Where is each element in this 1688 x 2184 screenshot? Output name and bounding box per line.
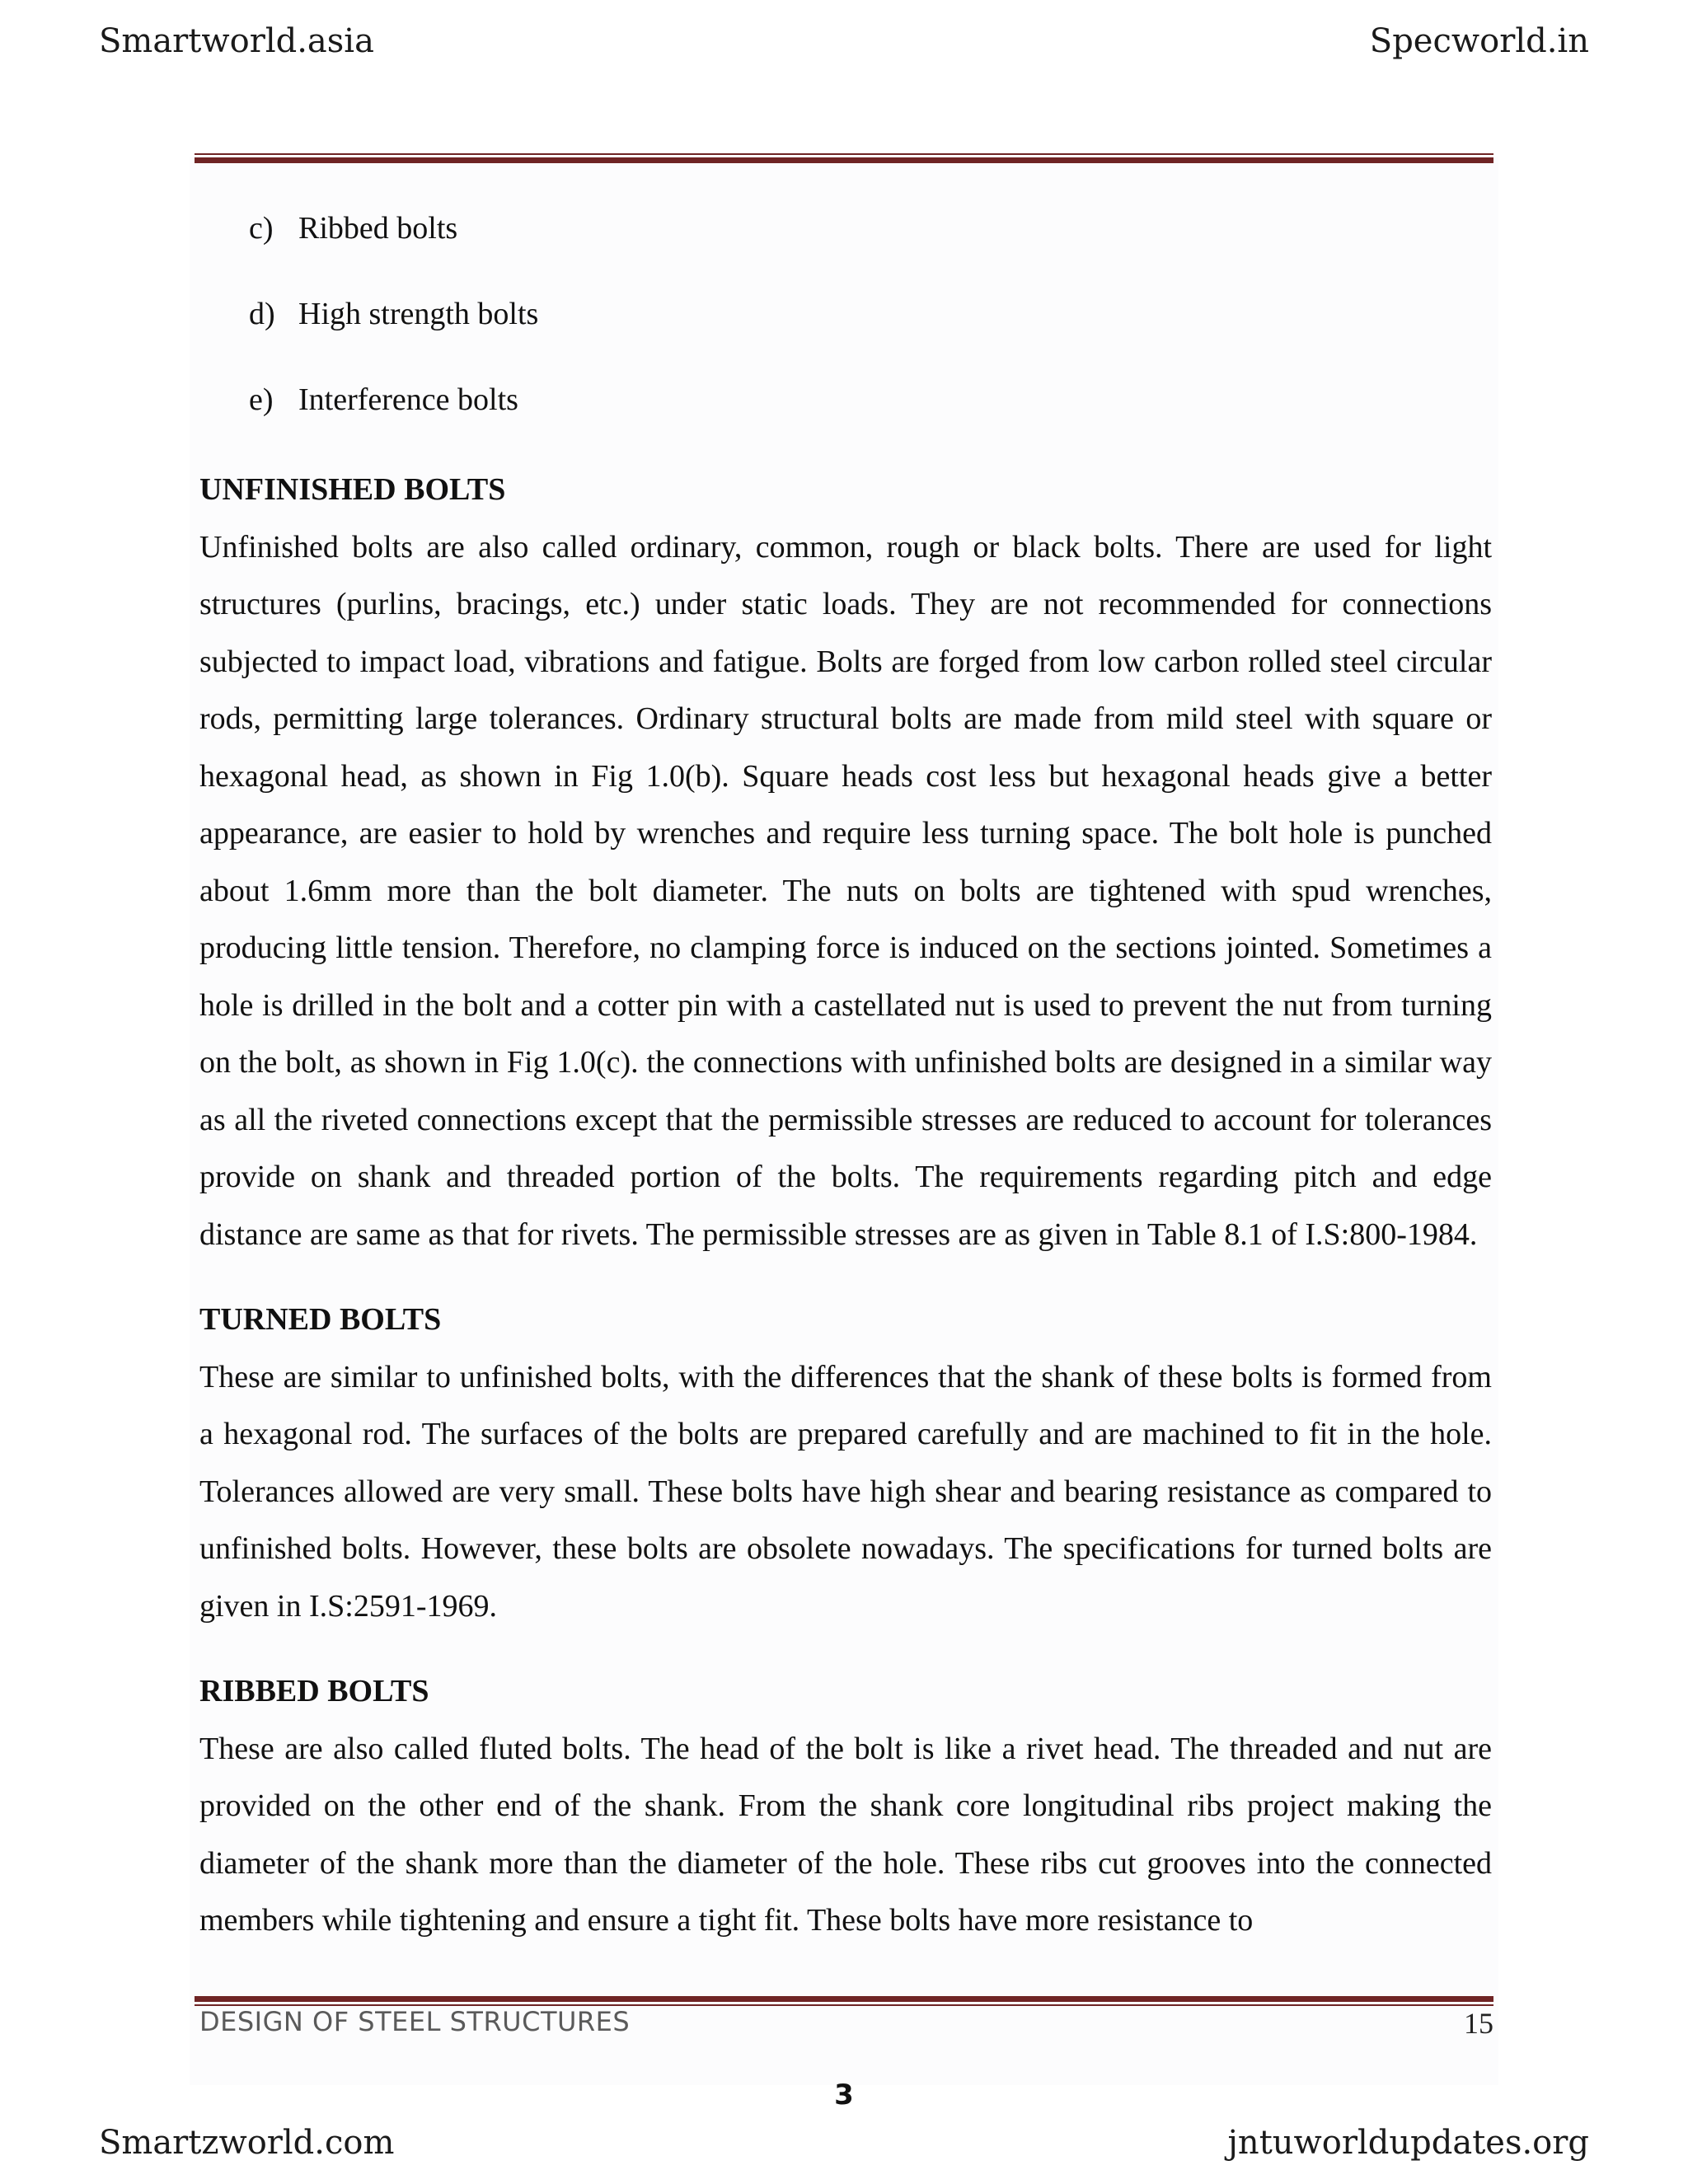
footer-rule: [195, 1996, 1493, 2006]
bolt-type-list: [199, 199, 1492, 429]
watermark-bottom-right: jntuworldupdates.org: [1227, 2124, 1589, 2162]
watermark-top-right: Specworld.in: [1369, 22, 1589, 60]
section-ribbed-bolts: [199, 1663, 1492, 1950]
section-turned-bolts: [199, 1291, 1492, 1635]
section-heading: TURNED BOLTS: [199, 1302, 442, 1337]
section-body: These are similar to unfinished bolts, with the differences that the shank of these bolts is formed from a hexagonal rod. The surfaces of the bolts are prepared carefully and are machined to fit in the hole. Tolerances allowed are very small. These bolts have high shear and bearing resistance as compared to unfinished bolts. However, these bolts are obsolete nowadays. The specifications for turned bolts are given in I.S:2591-1969.: [199, 1359, 1492, 1624]
list-marker: e): [249, 382, 274, 417]
list-marker: d): [249, 297, 275, 331]
watermark-bottom-left: Smartzworld.com: [99, 2124, 395, 2162]
header-rule: [195, 153, 1493, 163]
document-page: [190, 157, 1498, 2085]
header-rule-thick-line: [195, 157, 1493, 163]
page-content: [199, 199, 1492, 1950]
list-item-text: Ribbed bolts: [298, 211, 458, 246]
footer-rule-thick-line: [195, 1996, 1493, 2002]
list-item: [199, 285, 1492, 343]
list-item-text: High strength bolts: [298, 297, 539, 331]
section-heading: UNFINISHED BOLTS: [199, 472, 506, 507]
section-body: These are also called fluted bolts. The head of the bolt is like a rivet head. The threaded and nut are provided on the other end of the shank. From the shank core longitudinal ribs project making the diameter of the shank more than the diameter of the hole. These ribs cut grooves into the connected members while tightening and ensure a tight fit. These bolts have more resistance to: [199, 1731, 1492, 1938]
header-rule-thin-line: [195, 153, 1493, 155]
list-item-text: Interference bolts: [298, 382, 518, 417]
list-item: [199, 199, 1492, 257]
footer-page-number: 15: [1464, 2007, 1493, 2040]
section-unfinished-bolts: [199, 462, 1492, 1263]
watermark-top-left: Smartworld.asia: [99, 22, 374, 60]
section-body: Unfinished bolts are also called ordinary, common, rough or black bolts. There are used for light structures (purlins, bracings, etc.) under static loads. They are not recommended for connections subjected to impact load, vibrations and fatigue. Bolts are forged from low carbon rolled steel circular rods, permitting large tolerances. Ordinary structural bolts are made from mild steel with square or hexagonal head, as shown in Fig 1.0(b). Square heads cost less but hexagonal heads give a better appearance, are easier to hold by wrenches and require less turning space. The bolt hole is punched about 1.6mm more than the bolt diameter. The nuts on bolts are tightened with spud wrenches, producing little tension. Therefore, no clamping force is induced on the sections jointed. Sometimes a hole is drilled in the bolt and a cotter pin with a castellated nut is used to prevent the nut from turning on the bolt, as shown in Fig 1.0(c). the connections with unfinished bolts are designed in a similar way as all the riveted connections except that the permissible stresses are reduced to account for tolerances provide on shank and threaded portion of the bolts. The requirements regarding pitch and edge distance are same as that for rivets. The permissible stresses are as given in Table 8.1 of I.S:800-1984.: [199, 529, 1492, 1252]
section-heading: RIBBED BOLTS: [199, 1674, 429, 1708]
sheet-number: 3: [834, 2079, 854, 2111]
list-marker: c): [249, 211, 274, 246]
list-item: [199, 371, 1492, 429]
footer-title: DESIGN OF STEEL STRUCTURES: [199, 2006, 631, 2037]
